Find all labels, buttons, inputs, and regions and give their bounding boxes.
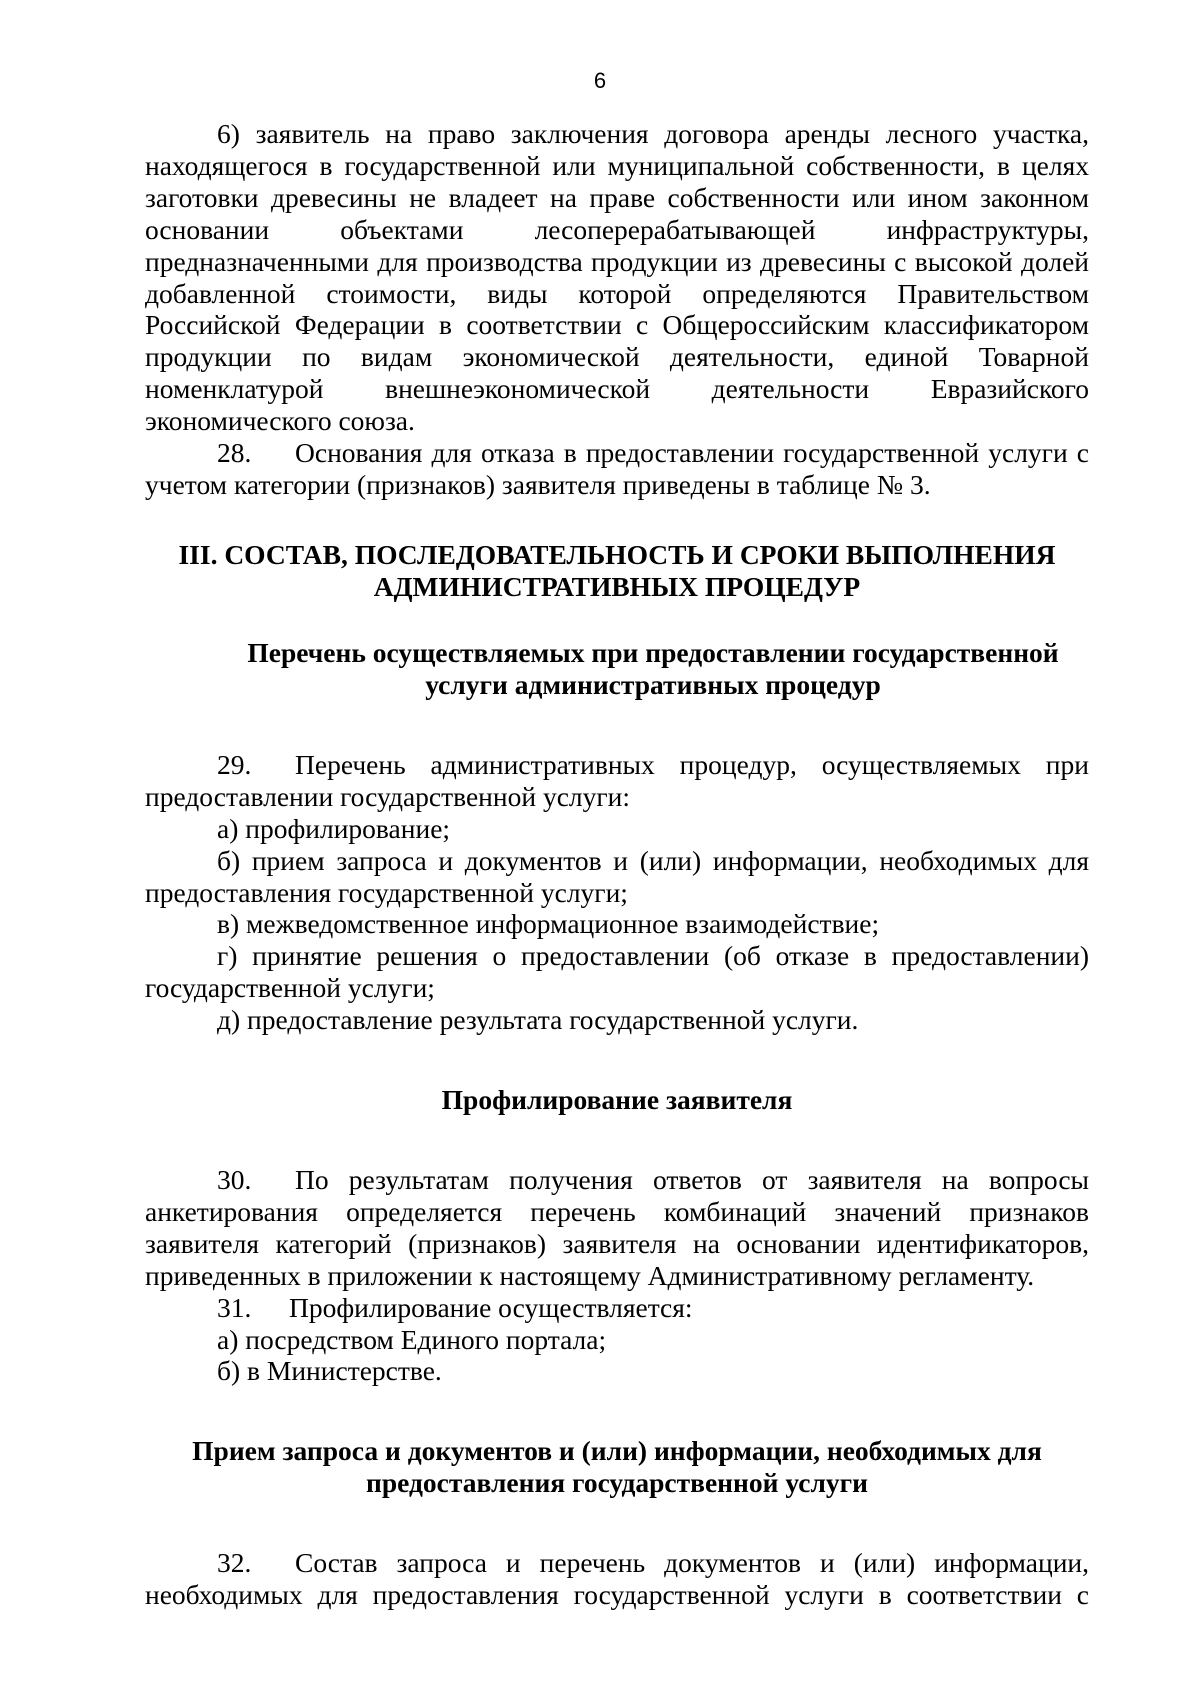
list-item: в) межведомственное информационное взаимодействие; — [217, 908, 880, 940]
paragraph-number: 29. — [217, 748, 252, 780]
subsection-title-request: Прием запроса и документов и (или) информации, необходимых для предоставления государственной услуги — [192, 1435, 1042, 1499]
list-item: г) принятие решения о предоставлении (об отказе в предоставлении) государственной услуги; — [145, 940, 1089, 1004]
paragraph-text: Состав запроса и перечень документов и (или) информации, необходимых для предоставления государственной услуги в соответствии с — [145, 1547, 1089, 1611]
paragraph-6: 6) заявитель на право заключения договора аренды лесного участка, находящегося в государственной или муниципальной собственности, в целях заготовки древесины не владеет на праве собственности или ином законном основании объектами лесоперерабатывающей инфраструктуры, предназначенными для производства продукции из древесины с высокой долей добавленной стоимости, виды которой определяются Правительством Российской Федерации в соответствии с Общероссийским классификатором продукции по видам экономической деятельности, единой Товарной номенклатурой внешнеэкономической деятельности Евразийского экономического союза. — [145, 118, 1089, 437]
paragraph-29 — [145, 749, 1089, 813]
paragraph-30 — [145, 1164, 1089, 1292]
page-number: 6 — [593, 68, 607, 93]
paragraph-number: 32. — [217, 1547, 252, 1579]
subsection-title-procedures-list: Перечень осуществляемых при предоставлении государственной услуги административных процедур — [247, 636, 1059, 700]
document-body — [145, 118, 1089, 1611]
list-item: а) профилирование; — [217, 812, 451, 844]
paragraph-number: 30. — [217, 1164, 252, 1196]
list-item: б) в Министерстве. — [217, 1355, 442, 1387]
paragraph-number: 31. — [217, 1291, 252, 1323]
paragraph-text: По результатам получения ответов от заявителя на вопросы анкетирования определяется перечень комбинаций значений признаков заявителя категорий (признаков) заявителя на основании идентификаторов, приведенных в приложении к настоящему Административному регламенту. — [145, 1164, 1089, 1291]
paragraph-32 — [145, 1547, 1089, 1611]
subsection-title-profiling: Профилирование заявителя — [441, 1084, 793, 1116]
paragraph-31 — [145, 1292, 1089, 1324]
paragraph-text: Основания для отказа в предоставлении государственной услуги с учетом категории (признаков) заявителя приведены в таблице № 3. — [145, 437, 1089, 500]
section-title: III. СОСТАВ, ПОСЛЕДОВАТЕЛЬНОСТЬ И СРОКИ ВЫПОЛНЕНИЯ АДМИНИСТРАТИВНЫХ ПРОЦЕДУР — [178, 538, 1056, 602]
paragraph-28 — [145, 437, 1089, 501]
list-item: б) прием запроса и документов и (или) информации, необходимых для предоставления государственной услуги; — [145, 844, 1089, 908]
paragraph-number: 28. — [217, 437, 252, 469]
list-item: д) предоставление результата государственной услуги. — [217, 1004, 859, 1036]
list-item: а) посредством Единого портала; — [217, 1323, 607, 1355]
paragraph-text: Перечень административных процедур, осуществляемых при предоставлении государственной услуги: — [145, 748, 1089, 812]
paragraph-text: Профилирование осуществляется: — [289, 1291, 693, 1323]
